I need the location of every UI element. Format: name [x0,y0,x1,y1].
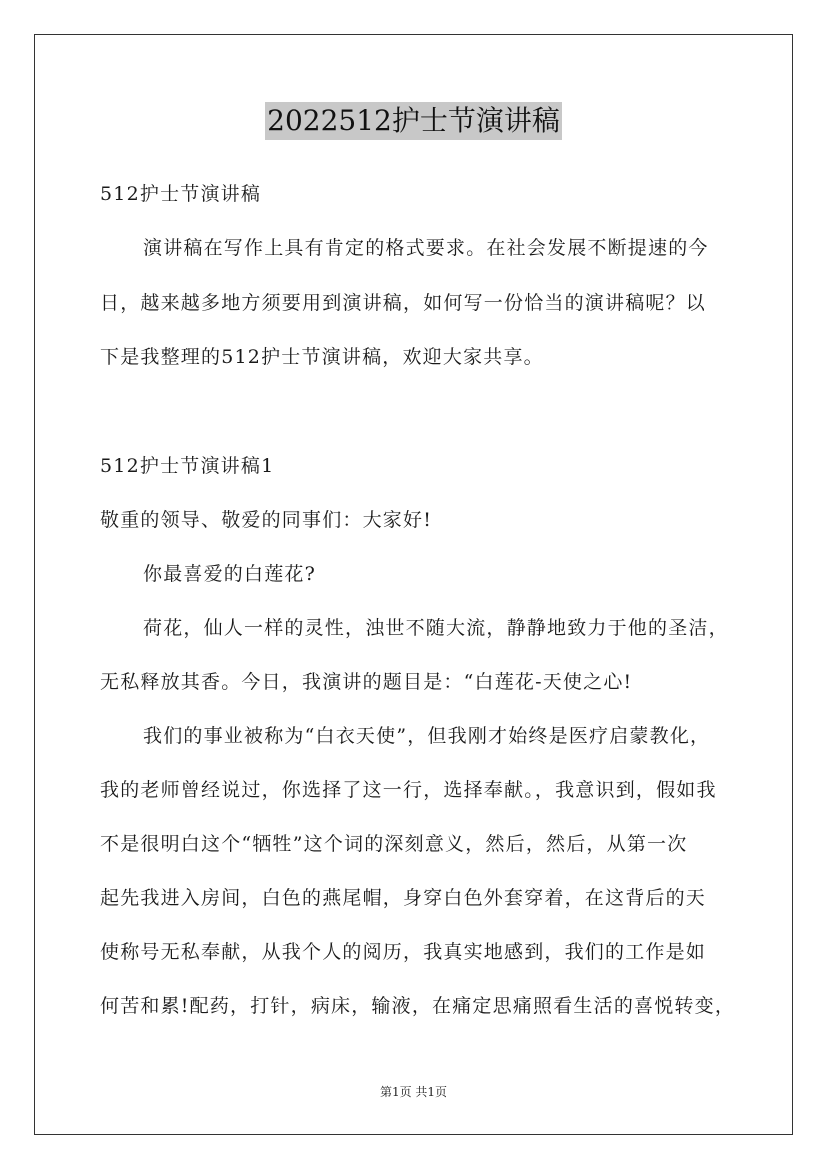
body-line-5: 我的老师曾经说过，你选择了这一行，选择奉献。，我意识到，假如我 [100,779,717,801]
intro-line-3: 下是我整理的512护士节演讲稿，欢迎大家共享。 [100,346,544,368]
section-heading: 512护士节演讲稿1 [100,455,275,477]
page-footer: 第1页 共1页 [379,1085,448,1099]
body-line-6: 不是很明白这个“牺牲”这个词的深刻意义，然后，然后，从第一次 [100,833,688,855]
body-line-9: 何苦和累!配药，打针，病床，输液，在痛定思痛照看生活的喜悦转变， [100,995,736,1017]
body-line-2: 荷花，仙人一样的灵性，浊世不随大流，静静地致力于他的圣洁， [143,617,729,639]
body-line-4: 我们的事业被称为“白衣天使”，但我刚才始终是医疗启蒙教化， [143,725,711,747]
body-line-7: 起先我进入房间，白色的燕尾帽，身穿白色外套穿着，在这背后的天 [100,887,707,909]
subtitle: 512护士节演讲稿 [100,183,262,205]
title-wrapper [0,102,827,140]
intro-line-1: 演讲稿在写作上具有肯定的格式要求。在社会发展不断提速的今 [143,237,709,259]
intro-line-2: 日，越来越多地方须要用到演讲稿，如何写一份恰当的演讲稿呢？以 [100,292,707,314]
greeting: 敬重的领导、敬爱的同事们：大家好! [100,509,433,531]
body-line-1: 你最喜爱的白莲花? [143,563,316,585]
body-line-3: 无私释放其香。今日，我演讲的题目是：“白莲花-天使之心! [100,671,633,693]
document-title: 2022512护士节演讲稿 [265,102,562,140]
body-line-8: 使称号无私奉献，从我个人的阅历，我真实地感到，我们的工作是如 [100,941,707,963]
